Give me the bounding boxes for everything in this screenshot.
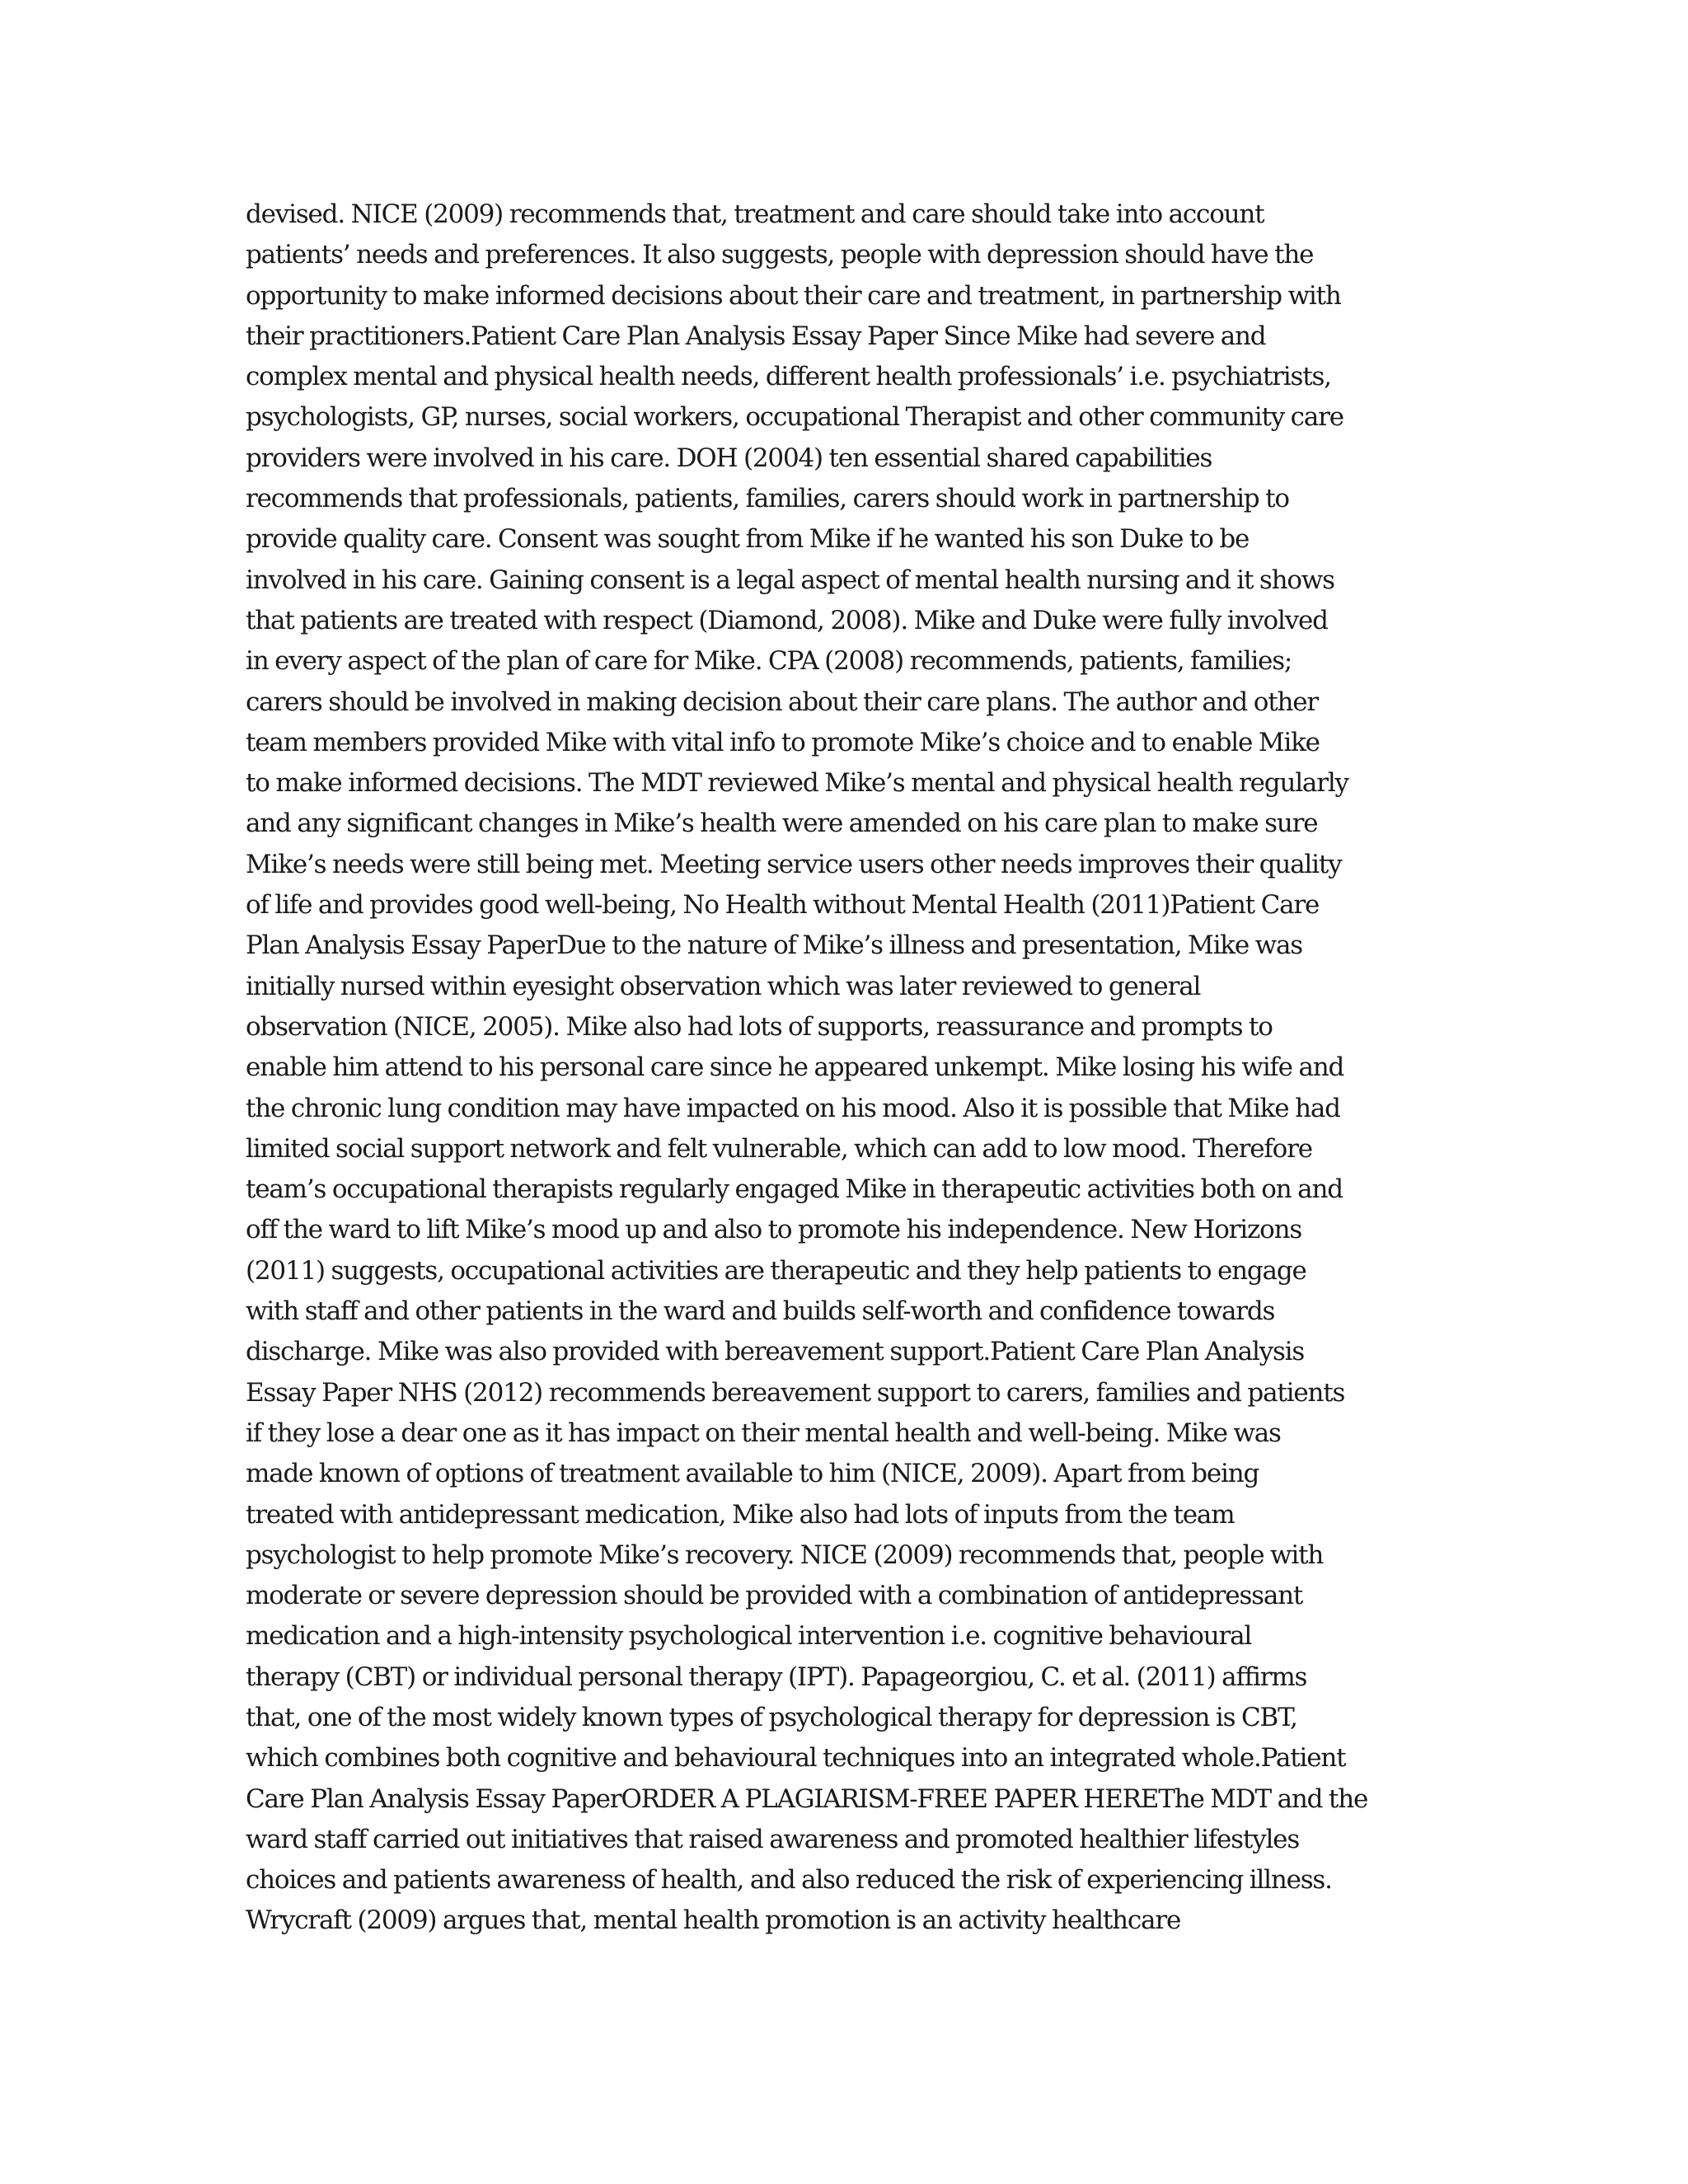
text-line: (2011) suggests, occupational activities are therapeutic and they help patients to engage — [246, 1255, 1306, 1286]
text-line: Wrycraft (2009) argues that, mental health promotion is an activity healthcare — [246, 1905, 1181, 1936]
text-line: Care Plan Analysis Essay PaperORDER A PLAGIARISM-FREE PAPER HEREThe MDT and the — [246, 1783, 1368, 1814]
text-line: patients’ needs and preferences. It also suggests, people with depression should have the — [246, 240, 1314, 270]
text-line: observation (NICE, 2005). Mike also had lots of supports, reassurance and prompts to — [246, 1011, 1273, 1042]
text-line: opportunity to make informed decisions about their care and treatment, in partnership with — [246, 280, 1341, 311]
text-line: therapy (CBT) or individual personal therapy (IPT). Papageorgiou, C. et al. (2011) affirms — [246, 1661, 1307, 1692]
text-line: Plan Analysis Essay PaperDue to the nature of Mike’s illness and presentation, Mike was — [246, 930, 1302, 961]
text-line: enable him attend to his personal care since he appeared unkempt. Mike losing his wife and — [246, 1052, 1344, 1083]
text-line: involved in his care. Gaining consent is a legal aspect of mental health nursing and it shows — [246, 565, 1334, 595]
text-line: initially nursed within eyesight observation which was later reviewed to general — [246, 971, 1201, 1001]
text-line: limited social support network and felt vulnerable, which can add to low mood. Therefore — [246, 1133, 1312, 1164]
text-line: psychologists, GP, nurses, social workers, occupational Therapist and other community care — [246, 402, 1343, 433]
text-line: treated with antidepressant medication, Mike also had lots of inputs from the team — [246, 1499, 1235, 1530]
text-line: team members provided Mike with vital info to promote Mike’s choice and to enable Mike — [246, 727, 1320, 757]
text-line: psychologist to help promote Mike’s recovery. NICE (2009) recommends that, people with — [246, 1540, 1324, 1570]
text-line: in every aspect of the plan of care for Mike. CPA (2008) recommends, patients, families; — [246, 646, 1292, 677]
text-line: and any significant changes in Mike’s health were amended on his care plan to make sure — [246, 808, 1318, 839]
text-line: medication and a high-intensity psychological intervention i.e. cognitive behavioural — [246, 1621, 1252, 1652]
text-line: discharge. Mike was also provided with bereavement support.Patient Care Plan Analysis — [246, 1337, 1305, 1367]
text-line: complex mental and physical health needs, different health professionals’ i.e. psychiatrists, — [246, 362, 1331, 392]
text-line: ward staff carried out initiatives that raised awareness and promoted healthier lifestyles — [246, 1824, 1300, 1854]
text-line: providers were involved in his care. DOH (2004) ten essential shared capabilities — [246, 443, 1212, 473]
text-line: provide quality care. Consent was sought from Mike if he wanted his son Duke to be — [246, 524, 1250, 555]
text-line: devised. NICE (2009) recommends that, treatment and care should take into account — [246, 199, 1264, 229]
text-line: moderate or severe depression should be provided with a combination of antidepressant — [246, 1581, 1303, 1611]
text-line: that, one of the most widely known types of psychological therapy for depression is CBT, — [246, 1702, 1297, 1732]
text-line: to make informed decisions. The MDT reviewed Mike’s mental and physical health regularly — [246, 768, 1348, 799]
text-line: the chronic lung condition may have impacted on his mood. Also it is possible that Mike had — [246, 1093, 1340, 1123]
text-line: which combines both cognitive and behavioural techniques into an integrated whole.Patient — [246, 1743, 1346, 1774]
text-line: choices and patients awareness of health, and also reduced the risk of experiencing illness. — [246, 1865, 1332, 1896]
text-line: recommends that professionals, patients, families, carers should work in partnership to — [246, 484, 1289, 514]
text-line: their practitioners.Patient Care Plan Analysis Essay Paper Since Mike had severe and — [246, 321, 1266, 351]
text-line: Essay Paper NHS (2012) recommends bereavement support to carers, families and patients — [246, 1377, 1345, 1408]
text-line: with staff and other patients in the ward and builds self-worth and confidence towards — [246, 1296, 1275, 1327]
text-line: that patients are treated with respect (Diamond, 2008). Mike and Duke were fully involved — [246, 605, 1328, 635]
text-line: Mike’s needs were still being met. Meeting service users other needs improves their quality — [246, 849, 1342, 879]
body-paragraph — [246, 194, 1449, 1942]
text-line: off the ward to lift Mike’s mood up and also to promote his independence. New Horizons — [246, 1215, 1302, 1245]
text-line: carers should be involved in making decision about their care plans. The author and other — [246, 687, 1318, 717]
text-line: team’s occupational therapists regularly engaged Mike in therapeutic activities both on and — [246, 1174, 1343, 1205]
text-line: made known of options of treatment available to him (NICE, 2009). Apart from being — [246, 1459, 1259, 1489]
text-line: of life and provides good well-being, No Health without Mental Health (2011)Patient Care — [246, 890, 1320, 921]
text-line: if they lose a dear one as it has impact on their mental health and well-being. Mike was — [246, 1418, 1281, 1448]
